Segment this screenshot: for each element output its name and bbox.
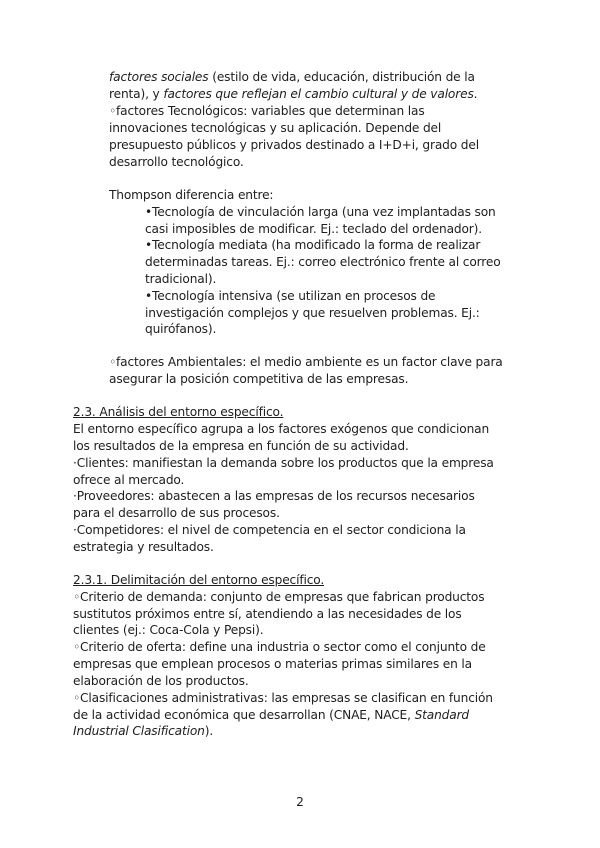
text-line: clientes (ej.: Coca-Cola y Pepsi).: [73, 623, 264, 637]
text-line: elaboración de los productos.: [73, 674, 249, 688]
text-line: innovaciones tecnológicas y su aplicación. Depende del: [109, 121, 442, 135]
text-line: asegurar la posición competitiva de las empresas.: [109, 372, 409, 386]
text-span: de la actividad económica que desarrollan (CNAE, NACE,: [73, 708, 415, 722]
text-line: [73, 723, 213, 740]
text-line: Thompson diferencia entre:: [109, 188, 274, 202]
list-item: casi imposibles de modificar. Ej.: teclado del ordenador).: [145, 222, 483, 236]
section-heading: 2.3.1. Delimitación del entorno específico.: [73, 573, 325, 587]
text-line: ·Clientes: manifiestan la demanda sobre los productos que la empresa: [73, 456, 494, 470]
text-line: ·Competidores: el nivel de competencia en el sector condiciona la: [73, 523, 466, 537]
text-line: ofrece al mercado.: [73, 473, 185, 487]
list-item: determinadas tareas. Ej.: correo electrónico frente al correo: [145, 255, 501, 269]
list-item: tradicional).: [145, 272, 217, 286]
text-line: presupuesto públicos y privados destinado a I+D+i, grado del: [109, 138, 479, 152]
list-item: •Tecnología de vinculación larga (una vez implantadas son: [145, 205, 496, 219]
emphasis: Industrial Clasification: [73, 724, 205, 738]
list-item: investigación complejos y que resuelven problemas. Ej.:: [145, 306, 480, 320]
text-line: sustitutos próximos entre sí, atendiendo a las necesidades de los: [73, 607, 462, 621]
section-heading: 2.3. Análisis del entorno específico.: [73, 405, 284, 419]
emphasis: Standard: [414, 708, 470, 722]
text-span: (estilo de vida, educación, distribución de la: [208, 70, 475, 84]
text-line: ·Proveedores: abastecen a las empresas de los recursos necesarios: [73, 489, 475, 503]
text-line: empresas que emplean procesos o materias primas similares en la: [73, 657, 472, 671]
page-number: 2: [296, 795, 304, 809]
text-line: [109, 69, 475, 86]
text-line: para el desarrollo de sus procesos.: [73, 506, 280, 520]
list-item: •Tecnología mediata (ha modificado la forma de realizar: [145, 238, 481, 252]
text-span: renta), y: [109, 87, 164, 101]
text-line: los resultados de la empresa en función de su actividad.: [73, 439, 409, 453]
emphasis: factores sociales: [109, 70, 209, 84]
text-line: ◦factores Tecnológicos: variables que determinan las: [109, 104, 425, 118]
text-line: ◦factores Ambientales: el medio ambiente es un factor clave para: [109, 355, 503, 369]
text-line: ◦Criterio de demanda: conjunto de empresas que fabrican productos: [73, 590, 485, 604]
text-line: [109, 86, 477, 103]
text-line: El entorno específico agrupa a los factores exógenos que condicionan: [73, 422, 490, 436]
list-item: •Tecnología intensiva (se utilizan en procesos de: [145, 289, 436, 303]
text-line: ◦Clasificaciones administrativas: las empresas se clasifican en función: [73, 691, 493, 705]
text-line: estrategia y resultados.: [73, 540, 214, 554]
list-item: quirófanos).: [145, 322, 217, 336]
text-span: ).: [204, 724, 214, 738]
text-span: .: [473, 87, 478, 101]
text-line: desarrollo tecnológico.: [109, 155, 244, 169]
text-line: ◦Criterio de oferta: define una industria o sector como el conjunto de: [73, 640, 486, 654]
text-line: [73, 707, 469, 724]
emphasis: factores que reflejan el cambio cultural y de valores: [163, 87, 474, 101]
